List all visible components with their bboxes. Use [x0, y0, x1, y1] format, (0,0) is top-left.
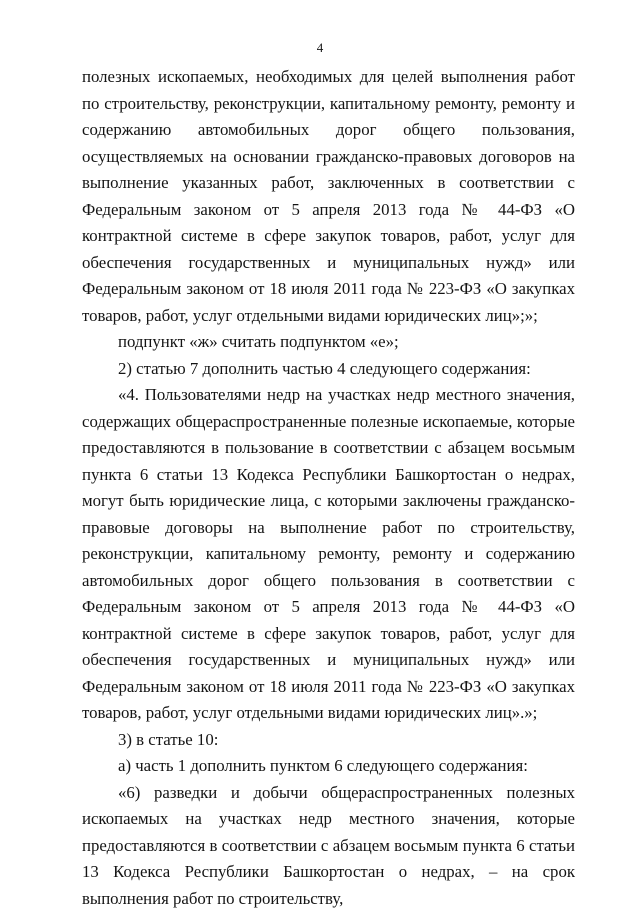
paragraph-6: а) часть 1 дополнить пунктом 6 следующего содержания:: [82, 753, 575, 780]
paragraph-3: 2) статью 7 дополнить частью 4 следующего содержания:: [82, 356, 575, 383]
paragraph-2: подпункт «ж» считать подпунктом «е»;: [82, 329, 575, 356]
page-number: 4: [0, 40, 640, 56]
paragraph-5: 3) в статье 10:: [82, 727, 575, 754]
paragraph-4: «4. Пользователями недр на участках недр местного значения, содержащих общераспространенные полезные ископаемые, которые предоставляются в пользование в соответствии с абзацем восьмым пункта 6 статьи 13 Кодекса Республики Башкортостан о недрах, могут быть юридические лица, с которыми заключены гражданско-правовые договоры на выполнение работ по строительству, реконструкции, капитальному ремонту, ремонту и содержанию автомобильных дорог общего пользования в соответствии с Федеральным законом от 5 апреля 2013 года № 44-ФЗ «О контрактной системе в сфере закупок товаров, работ, услуг для обеспечения государственных и муниципальных нужд» или Федеральным законом от 18 июля 2011 года № 223-ФЗ «О закупках товаров, работ, услуг отдельными видами юридических лиц».»;: [82, 382, 575, 727]
document-body: [82, 64, 575, 912]
paragraph-1: полезных ископаемых, необходимых для целей выполнения работ по строительству, реконструкции, капитальному ремонту, ремонту и содержанию автомобильных дорог общего пользования, осуществляемых на основании гражданско-правовых договоров на выполнение указанных работ, заключенных в соответствии с Федеральным законом от 5 апреля 2013 года № 44-ФЗ «О контрактной системе в сфере закупок товаров, работ, услуг для обеспечения государственных и муниципальных нужд» или Федеральным законом от 18 июля 2011 года № 223-ФЗ «О закупках товаров, работ, услуг отдельными видами юридических лиц»;»;: [82, 64, 575, 329]
paragraph-7: «6) разведки и добычи общераспространенных полезных ископаемых на участках недр местного значения, которые предоставляются в соответствии с абзацем восьмым пункта 6 статьи 13 Кодекса Республики Башкортостан о недрах, – на срок выполнения работ по строительству,: [82, 780, 575, 912]
